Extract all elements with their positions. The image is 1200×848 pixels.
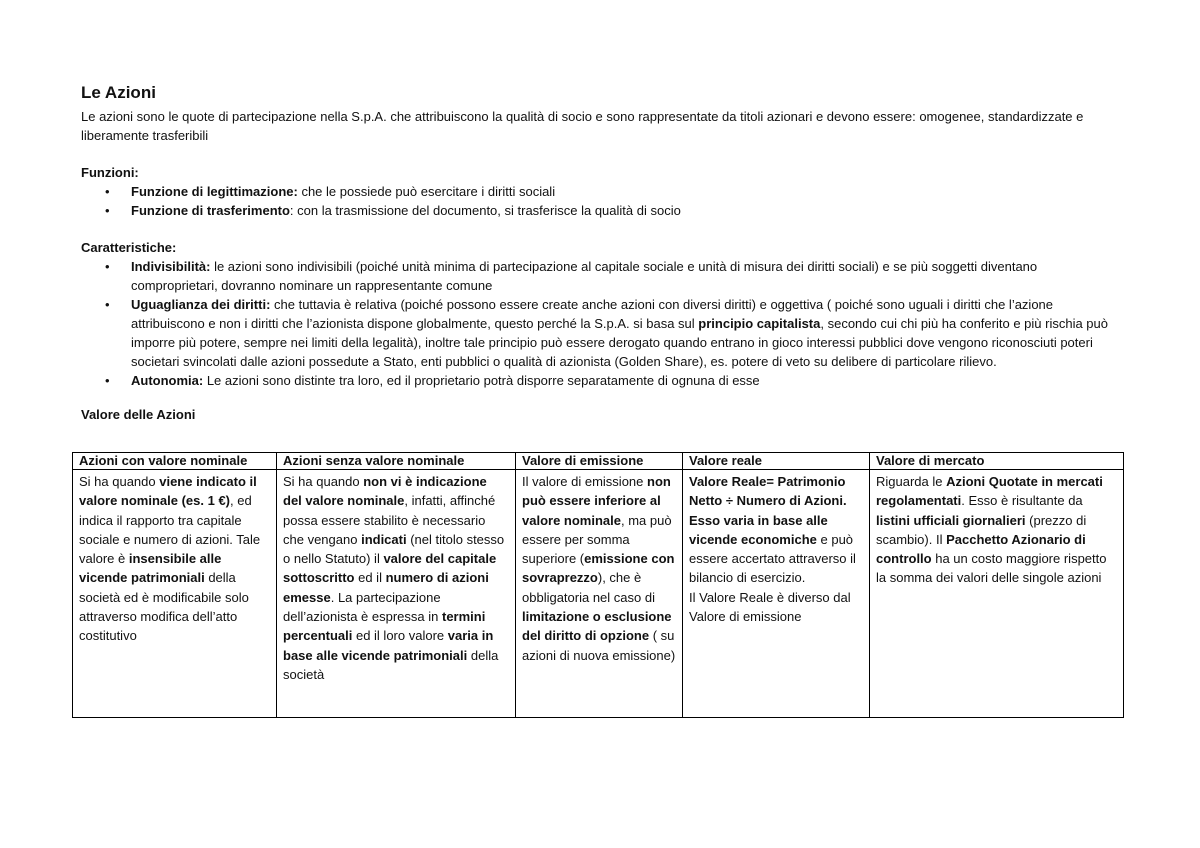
cell-strong: varia in base alle vicende patrimoniali [283,628,494,663]
funzione-term: Funzione di trasferimento [131,203,290,218]
cell-strong: non vi è indicazione del valore nominale [283,474,487,509]
caratteristica-term: Indivisibilità: [131,259,211,274]
caratteristica-text: che tuttavia è relativa (poiché possono essere create anche azioni con diversi diritti) e oggettiva ( poiché sono uguali i diritti che l’azione attribuiscono e non i diritti che l’azionista dispone globalmente, questo perché la S.p.A. si basa sul [131,297,1054,331]
cell-text: Il Valore Reale è diverso dal Valore di emissione [689,589,851,625]
list-item [105,257,1121,295]
cell-strong: listini ufficiali giornalieri [876,512,1026,528]
cell-text: e può essere accertato attraverso il bilancio di esercizio. [689,531,856,586]
cell-valore-mercato [870,470,1124,718]
cell-text: ed il loro valore [352,628,448,644]
funzioni-list [81,182,1121,220]
cell-text: (prezzo di scambio). Il [876,512,1087,547]
cell-text: Si ha quando [283,474,364,489]
cell-strong: insensibile alle vicende patrimoniali [79,551,222,586]
list-item [105,201,1121,220]
cell-text: . La partecipazione dell’azionista è espressa in [283,589,442,625]
bullet-icon: • [105,203,110,218]
caratteristiche-heading: Caratteristiche: [81,240,177,255]
caratteristica-text: le azioni sono indivisibili (poiché unità minima di partecipazione al capitale sociale e unità di misura dei diritti sociali) e se più soggetti diventano comproprietari, dovranno nominare un rappresentante comune [131,259,1038,293]
list-item [105,371,1121,390]
bullet-icon: • [105,259,110,274]
cell-text: , ma può essere per somma superiore ( [522,512,672,567]
cell-strong: non può essere inferiore al valore nominale [522,474,671,528]
table-row [73,470,1124,718]
table-header: Valore di mercato [870,453,1124,470]
list-item [105,295,1121,371]
table-header: Valore reale [683,453,870,470]
list-item [105,182,1121,201]
document-page [81,82,1121,423]
cell-text: Riguarda le [876,474,947,489]
cell-text: . Esso è risultante da [961,493,1083,509]
cell-text: della società [283,647,499,682]
cell-text: ), che è obbligatoria nel caso di [522,570,655,605]
cell-strong: numero di azioni emesse [283,570,489,605]
cell-strong: indicati [361,531,407,547]
cell-strong: Esso varia in base alle vicende economiche [689,512,828,547]
bullet-icon: • [105,373,110,388]
cell-strong: emissione con sovraprezzo [522,551,675,586]
cell-text: ha un costo maggiore rispetto la somma dei valori delle singole azioni [876,551,1107,586]
table-header: Azioni con valore nominale [73,453,277,470]
caratteristica-term: Uguaglianza dei diritti: [131,297,271,312]
funzione-text: che le possiede può esercitare i diritti sociali [297,184,556,199]
cell-text: ( su azioni di nuova emissione) [522,628,676,663]
bullet-icon: • [105,184,110,199]
bullet-icon: • [105,297,110,312]
caratteristica-term: Autonomia: [131,373,204,388]
table-header: Valore di emissione [516,453,683,470]
caratteristica-text: , secondo cui chi più ha conferito e più rischia può imporre più potere, sempre nei limiti della legalità), inoltre tale principio può essere derogato quando entrano in gioco interessi pubblici dove vengono riconosciuti poteri societari svincolati dalle azioni possedute a Stato, enti pubblici o qualità di azionista (Golden Share), es. potere di veto su delibere di particolare rilievo. [131,316,1108,369]
funzione-term: Funzione di legittimazione: [131,184,298,199]
cell-text: (nel titolo stesso o nello Statuto) il [283,531,505,567]
table-header-row [73,453,1124,470]
cell-strong: Pacchetto Azionario di controllo [876,531,1086,567]
cell-text: ed il [354,570,386,586]
table-caption: Valore delle Azioni [81,407,196,422]
caratteristica-strong: principio capitalista [698,316,821,331]
funzione-text: : con la trasmissione del documento, si trasferisce la qualità di socio [289,203,681,218]
table-header: Azioni senza valore nominale [277,453,516,470]
caratteristiche-list [81,257,1121,390]
cell-text: Il valore di emissione [522,474,647,489]
caratteristica-text: Le azioni sono distinte tra loro, ed il proprietario potrà disporre separatamente di ognuna di esse [203,373,760,388]
cell-strong: Valore Reale= Patrimonio Netto ÷ Numero di Azioni. [689,474,847,509]
cell-valore-reale [683,470,870,718]
cell-strong: valore del capitale sottoscritto [283,551,497,586]
intro-paragraph: Le azioni sono le quote di partecipazione nella S.p.A. che attribuiscono la qualità di socio e sono rappresentate da titoli azionari e devono essere: omogenee, standardizzate e liberamente trasferibili [81,109,1084,143]
cell-text: , ed indica il rapporto tra capitale sociale e numero di azioni. Tale valore è [79,493,261,567]
page-title: Le Azioni [81,83,156,102]
valore-azioni-table [72,452,1124,718]
cell-text: Si ha quando [79,474,160,489]
cell-strong: limitazione o esclusione del diritto di opzione [522,609,672,644]
cell-strong: termini percentuali [283,609,486,644]
cell-strong: viene indicato il valore nominale (es. 1 €) [79,474,257,509]
cell-text: , infatti, affinché possa essere stabilito è necessario che vengano [283,493,496,547]
cell-text: della società ed è modificabile solo attraverso modifica dell’atto costitutivo [79,570,249,644]
funzioni-heading: Funzioni: [81,165,139,180]
cell-valore-nominale [73,470,277,718]
cell-strong: Azioni Quotate in mercati regolamentati [876,474,1103,509]
cell-senza-valore-nominale [277,470,516,718]
cell-valore-emissione [516,470,683,718]
